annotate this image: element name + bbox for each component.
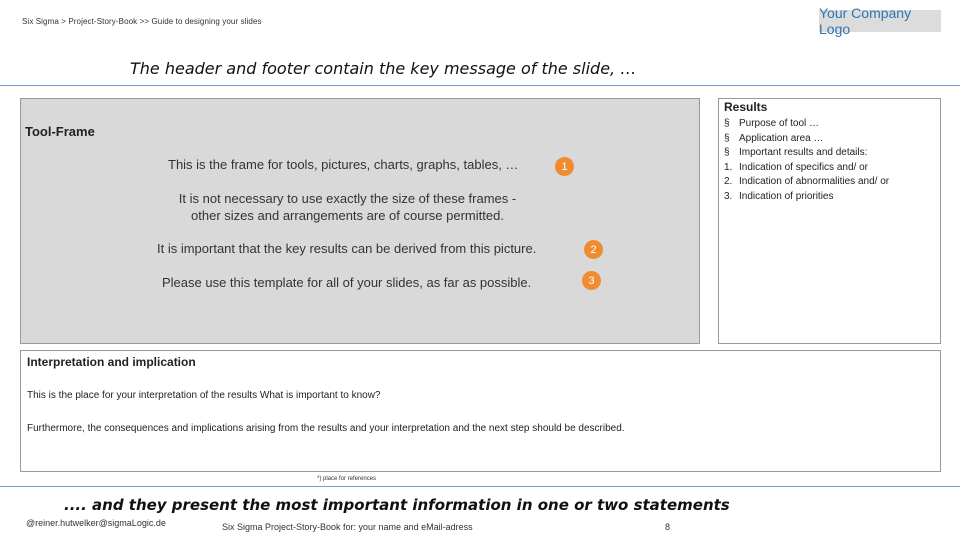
results-item: § Application area … — [724, 132, 824, 144]
results-item: § Purpose of tool … — [724, 118, 820, 129]
frame-text-line-3: other sizes and arrangements are of course permitted. — [191, 208, 504, 223]
results-title: Results — [724, 100, 768, 114]
number-badge-2: 2 — [584, 240, 603, 259]
results-list — [724, 117, 889, 204]
frame-text-line-1: This is the frame for tools, pictures, charts, graphs, tables, … — [168, 157, 519, 172]
slide-header-message: The header and footer contain the key message of the slide, … — [130, 59, 637, 78]
company-logo: Your Company Logo — [819, 10, 941, 32]
frame-text-line-2: It is not necessary to use exactly the size of these frames - — [178, 191, 517, 206]
footer-divider — [0, 486, 960, 487]
results-item: 1. Indication of specifics and/ or — [724, 161, 868, 173]
results-item: 2. Indication of abnormalities and/ or — [724, 176, 890, 187]
frame-text-line-4: It is important that the key results can be derived from this picture. — [157, 241, 537, 256]
references-note: *) place for references — [317, 476, 377, 482]
header-divider — [0, 85, 960, 86]
number-badge-3: 3 — [582, 271, 601, 290]
number-badge-1: 1 — [555, 157, 574, 176]
tool-frame-title: Tool-Frame — [25, 124, 95, 139]
interpretation-paragraph-2: Furthermore, the consequences and implications arising from the results and your interpretation and the next step should be described. — [27, 423, 625, 434]
interpretation-title: Interpretation and implication — [27, 355, 196, 369]
interpretation-paragraph-1: This is the place for your interpretation of the results What is important to know? — [27, 390, 381, 401]
frame-text-line-5: Please use this template for all of your slides, as far as possible. — [162, 275, 532, 290]
author-email: @reiner.hutwelker@sigmaLogic.de — [26, 518, 166, 528]
footer-title: Six Sigma Project-Story-Book for: your name and eMail-adress — [222, 522, 473, 532]
page-number: 8 — [665, 522, 671, 532]
breadcrumb: Six Sigma > Project-Story-Book >> Guide to designing your slides — [22, 17, 262, 26]
results-item: § Important results and details: — [724, 147, 868, 158]
results-item: 3. Indication of priorities — [724, 190, 834, 202]
slide-footer-message: .... and they present the most important information in one or two statements — [64, 496, 730, 514]
